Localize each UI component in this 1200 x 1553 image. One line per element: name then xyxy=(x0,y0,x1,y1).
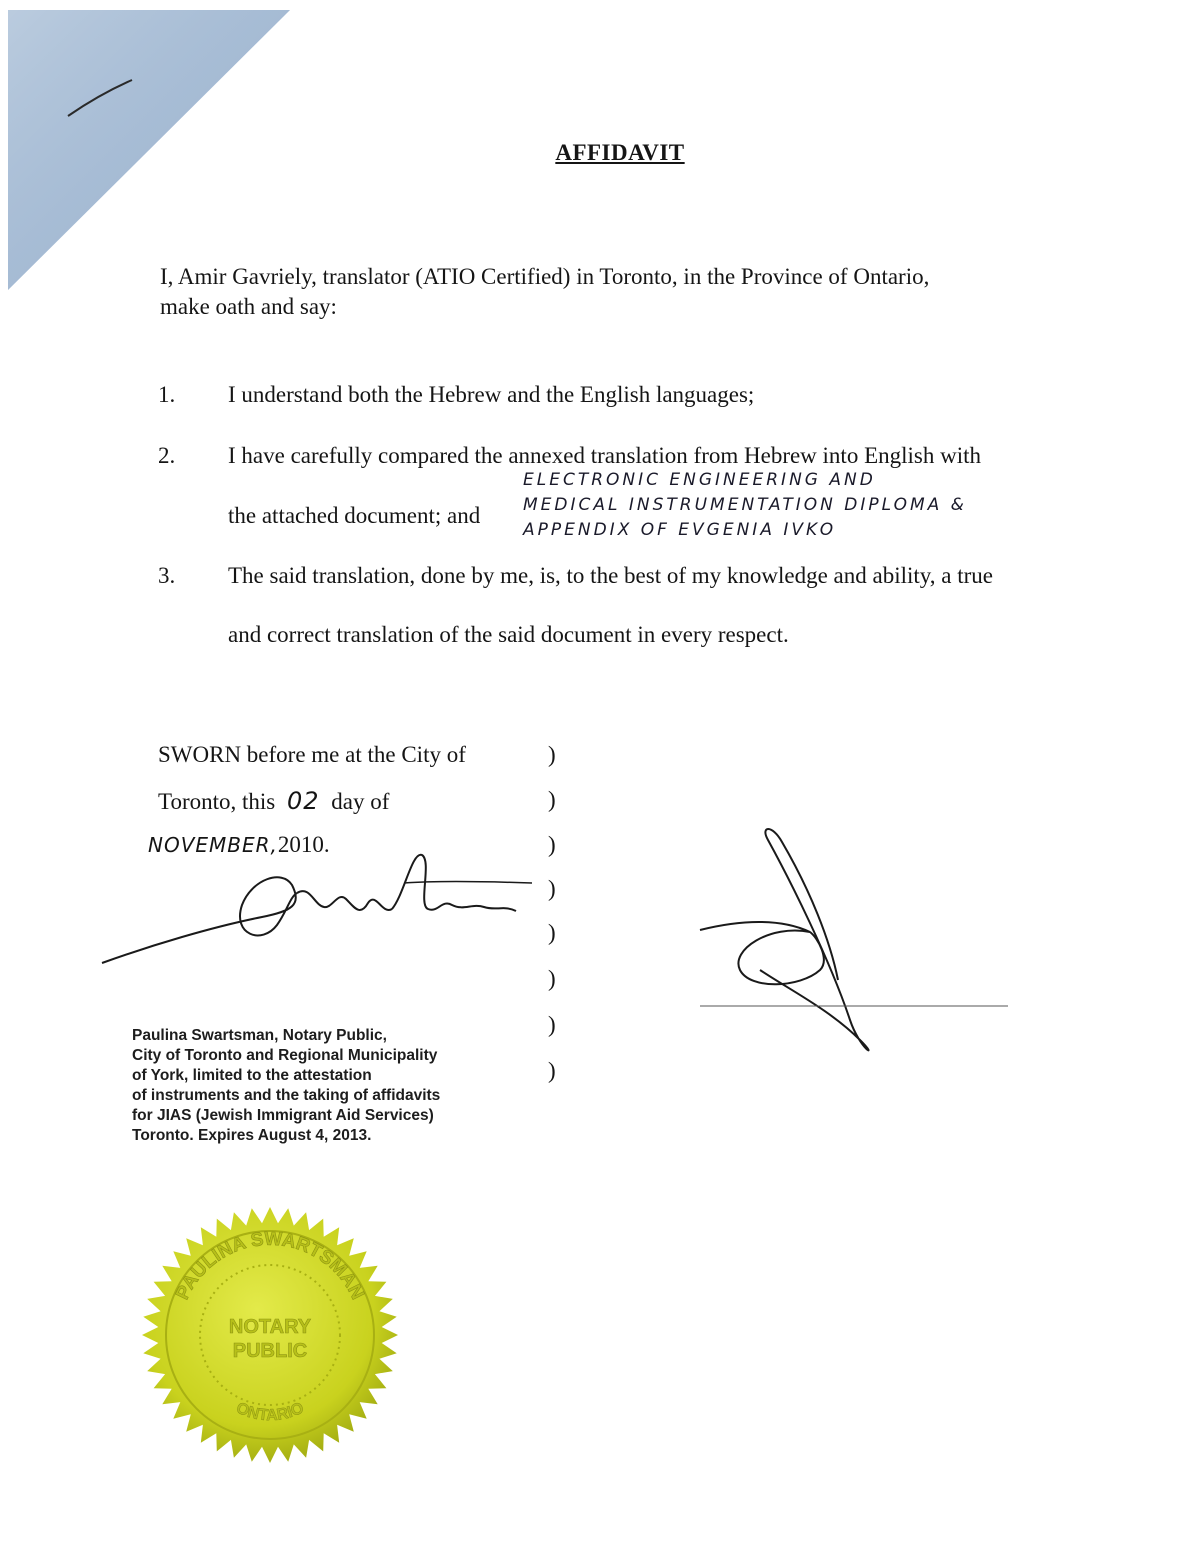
seal-outer-text: PAULINA SWARTSMAN xyxy=(172,1228,368,1304)
item-2-line-1: I have carefully compared the annexed translation from Hebrew into English with xyxy=(228,443,981,468)
paren: ) xyxy=(548,876,556,901)
jurat-line-2 xyxy=(158,787,389,815)
jurat-month-handwritten: NOVEMBER, xyxy=(148,833,278,857)
handwritten-document-line-3: APPENDIX OF EVGENIA IVKO xyxy=(523,520,837,540)
paren: ) xyxy=(548,966,556,991)
paren: ) xyxy=(548,742,556,767)
notary-line: for JIAS (Jewish Immigrant Aid Services) xyxy=(132,1107,434,1124)
item-3-line-2: and correct translation of the said document in every respect. xyxy=(228,622,789,647)
item-2-number: 2. xyxy=(158,443,176,468)
notary-seal xyxy=(140,1205,400,1465)
notary-signature xyxy=(92,845,542,975)
notary-line: Toronto. Expires August 4, 2013. xyxy=(132,1127,372,1144)
handwritten-document-line-1: ELECTRONIC ENGINEERING AND xyxy=(523,470,876,490)
pen-stroke-mark xyxy=(60,72,140,122)
jurat-day-handwritten: 02 xyxy=(286,787,320,815)
paren: ) xyxy=(548,787,556,812)
paren: ) xyxy=(548,1012,556,1037)
notary-stamp-text xyxy=(132,1026,492,1146)
notary-line: City of Toronto and Regional Municipality xyxy=(132,1047,438,1064)
jurat-line-1: SWORN before me at the City of xyxy=(158,742,466,767)
item-1-number: 1. xyxy=(158,382,176,407)
notary-line: Paulina Swartsman, Notary Public, xyxy=(132,1027,387,1044)
intro-line-1: I, Amir Gavriely, translator (ATIO Certified) in Toronto, in the Province of Ontario, xyxy=(160,264,930,289)
intro-line-2: make oath and say: xyxy=(160,294,337,319)
intro-paragraph xyxy=(160,262,1060,322)
item-1-text: I understand both the Hebrew and the English languages; xyxy=(228,382,755,407)
seal-center-line-1: NOTARY xyxy=(228,1316,312,1338)
seal-center-line-2: PUBLIC xyxy=(232,1340,308,1362)
notary-line: of instruments and the taking of affidavits xyxy=(132,1087,441,1104)
item-3-number: 3. xyxy=(158,563,176,588)
jurat-toronto-this: Toronto, this xyxy=(158,789,276,814)
item-2-line-2: the attached document; and xyxy=(228,503,481,528)
paren: ) xyxy=(548,832,556,857)
paren: ) xyxy=(548,1058,556,1083)
page-title: AFFIDAVIT xyxy=(555,140,685,165)
jurat-year: 2010. xyxy=(277,832,330,857)
notary-line: of York, limited to the attestation xyxy=(132,1067,372,1084)
paren: ) xyxy=(548,920,556,945)
handwritten-document-line-2: MEDICAL INSTRUMENTATION DIPLOMA & xyxy=(523,495,967,515)
seal-bottom-text: ONTARIO xyxy=(233,1399,307,1425)
translator-signature xyxy=(660,820,1020,1070)
item-3-line-1: The said translation, done by me, is, to the best of my knowledge and ability, a true xyxy=(228,563,993,588)
jurat-day-of: day of xyxy=(331,789,390,814)
